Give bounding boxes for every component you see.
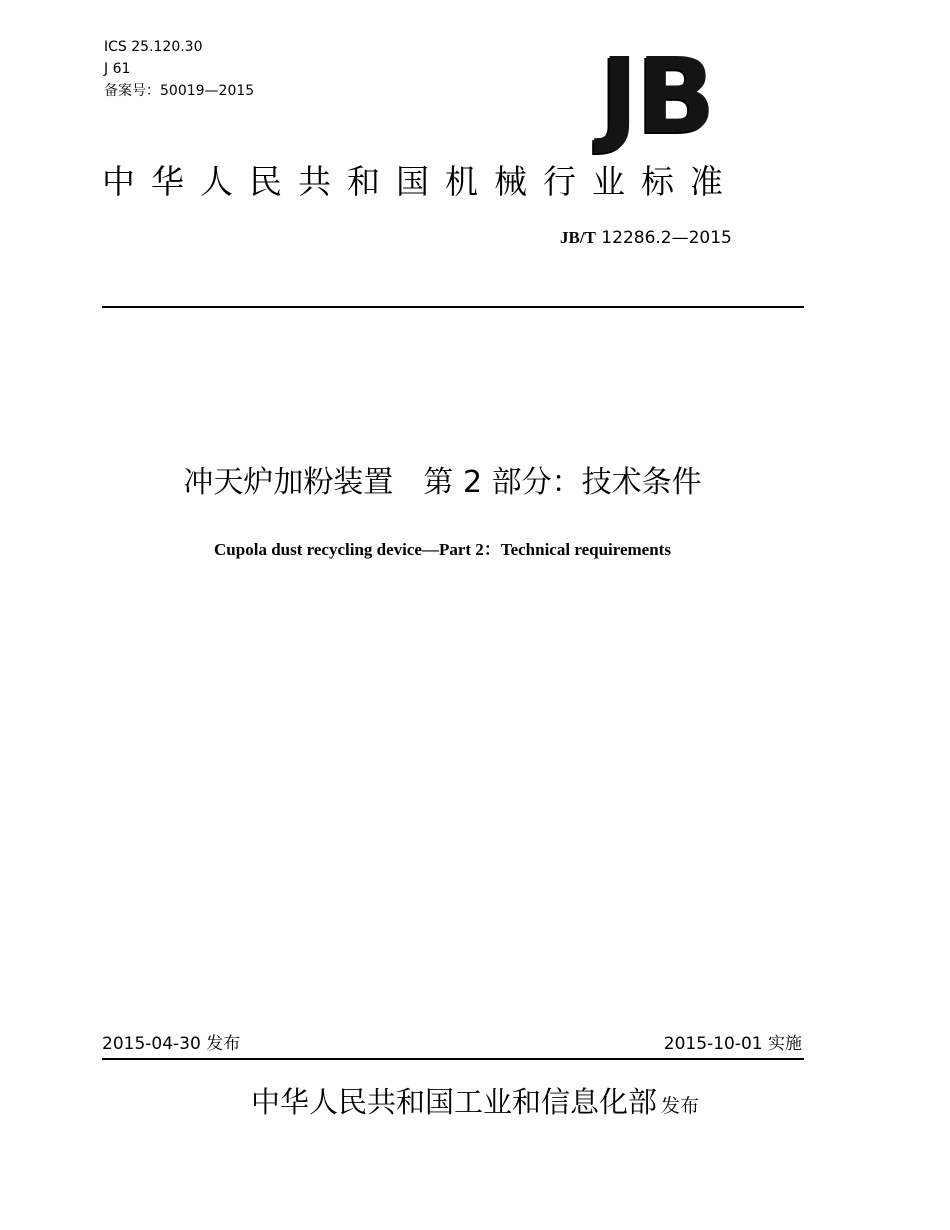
- issuer-suffix: 发布: [661, 1095, 700, 1117]
- record-number: 备案号：50019—2015: [104, 83, 255, 99]
- document-title-english: Cupola dust recycling device—Part 2：Technical requirements: [214, 540, 671, 559]
- issuing-authority: [0, 1080, 950, 1128]
- ccs-code: J 61: [104, 61, 131, 77]
- standard-code: [560, 226, 800, 250]
- standard-code-number: 12286.2—2015: [595, 228, 732, 248]
- jb-logo: JB: [600, 35, 714, 157]
- industry-standard-title: 中华人民共和国机械行业标准: [102, 162, 739, 201]
- top-divider: [102, 306, 804, 308]
- implementation-date: 2015-10-01 实施: [663, 1034, 802, 1054]
- issue-date: 2015-04-30 发布: [102, 1034, 241, 1054]
- standard-code-prefix: JB/T: [560, 228, 596, 247]
- bottom-divider: [102, 1058, 804, 1060]
- issuer-name: 中华人民共和国工业和信息化部: [250, 1085, 657, 1119]
- document-title-chinese: 冲天炉加粉装置 第 2 部分：技术条件: [183, 465, 702, 500]
- ics-code: ICS 25.120.30: [104, 39, 203, 55]
